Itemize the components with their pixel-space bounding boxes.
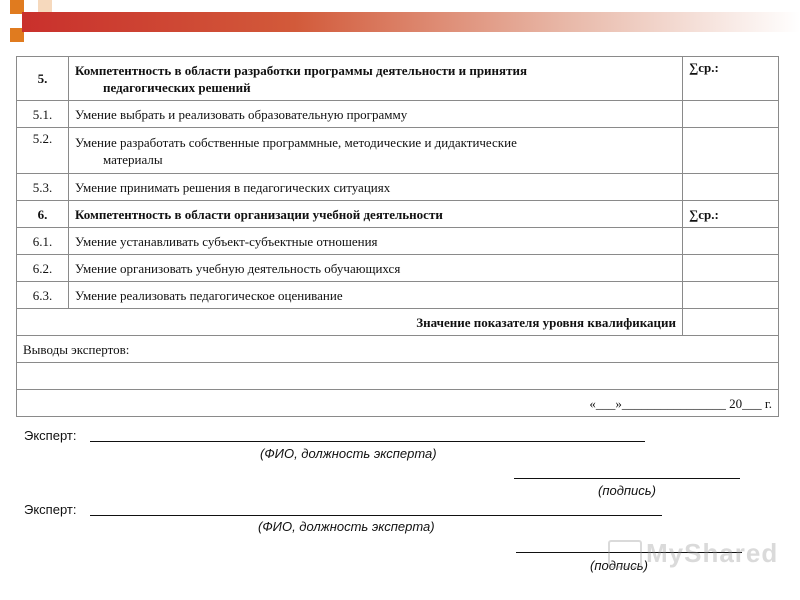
row-number: 5.1. — [17, 101, 69, 128]
row-text: Умение принимать решения в педагогических ситуациях — [69, 174, 683, 201]
row-text: Компетентность в области разработки программы деятельности и принятия педагогических решений — [69, 57, 683, 101]
row-number: 5. — [17, 57, 69, 101]
signature-caption: (подпись) — [590, 558, 648, 573]
row-number: 6.3. — [17, 282, 69, 309]
row-text: Умение устанавливать субъект-субъектные отношения — [69, 228, 683, 255]
row-number: 5.3. — [17, 174, 69, 201]
score-cell — [683, 282, 779, 309]
watermark-icon — [608, 540, 642, 568]
score-cell — [683, 101, 779, 128]
fio-caption: (ФИО, должность эксперта) — [260, 446, 437, 461]
expert-label: Эксперт: — [24, 502, 77, 517]
row-text: Умение организовать учебную деятельность обучающихся — [69, 255, 683, 282]
signature-line — [514, 478, 740, 479]
table-row — [17, 255, 779, 282]
score-cell — [683, 174, 779, 201]
blank-cell — [17, 363, 779, 390]
header-bar — [22, 12, 800, 32]
summary-row — [17, 309, 779, 336]
date-row — [17, 390, 779, 417]
fio-line — [90, 441, 645, 442]
row-number: 6.1. — [17, 228, 69, 255]
expert-label: Эксперт: — [24, 428, 77, 443]
blank-row — [17, 363, 779, 390]
score-cell — [683, 255, 779, 282]
signature-caption: (подпись) — [598, 483, 656, 498]
conclusions-row — [17, 336, 779, 363]
row-text: Умение выбрать и реализовать образовательную программу — [69, 101, 683, 128]
conclusions-label: Выводы экспертов: — [17, 336, 779, 363]
score-cell: ∑ср.: — [683, 57, 779, 101]
fio-caption: (ФИО, должность эксперта) — [258, 519, 435, 534]
row-number: 6. — [17, 201, 69, 228]
watermark: MyShared — [646, 538, 779, 568]
row-text: Умение разработать собственные программные, методические и дидактические материалы — [69, 128, 683, 174]
row-number: 6.2. — [17, 255, 69, 282]
summary-label: Значение показателя уровня квалификации — [17, 309, 683, 336]
score-cell — [683, 128, 779, 174]
competency-table — [16, 56, 779, 417]
table-row — [17, 101, 779, 128]
summary-value — [683, 309, 779, 336]
table-row — [17, 201, 779, 228]
table-row — [17, 57, 779, 101]
fio-line — [90, 515, 662, 516]
score-cell — [683, 228, 779, 255]
table-row — [17, 228, 779, 255]
table-row — [17, 174, 779, 201]
table-row — [17, 128, 779, 174]
row-text: Компетентность в области организации учебной деятельности — [69, 201, 683, 228]
row-number: 5.2. — [17, 128, 69, 174]
row-text: Умение реализовать педагогическое оценивание — [69, 282, 683, 309]
table-row — [17, 282, 779, 309]
date-line: «___»________________ 20___ г. — [17, 390, 779, 417]
score-cell: ∑ср.: — [683, 201, 779, 228]
